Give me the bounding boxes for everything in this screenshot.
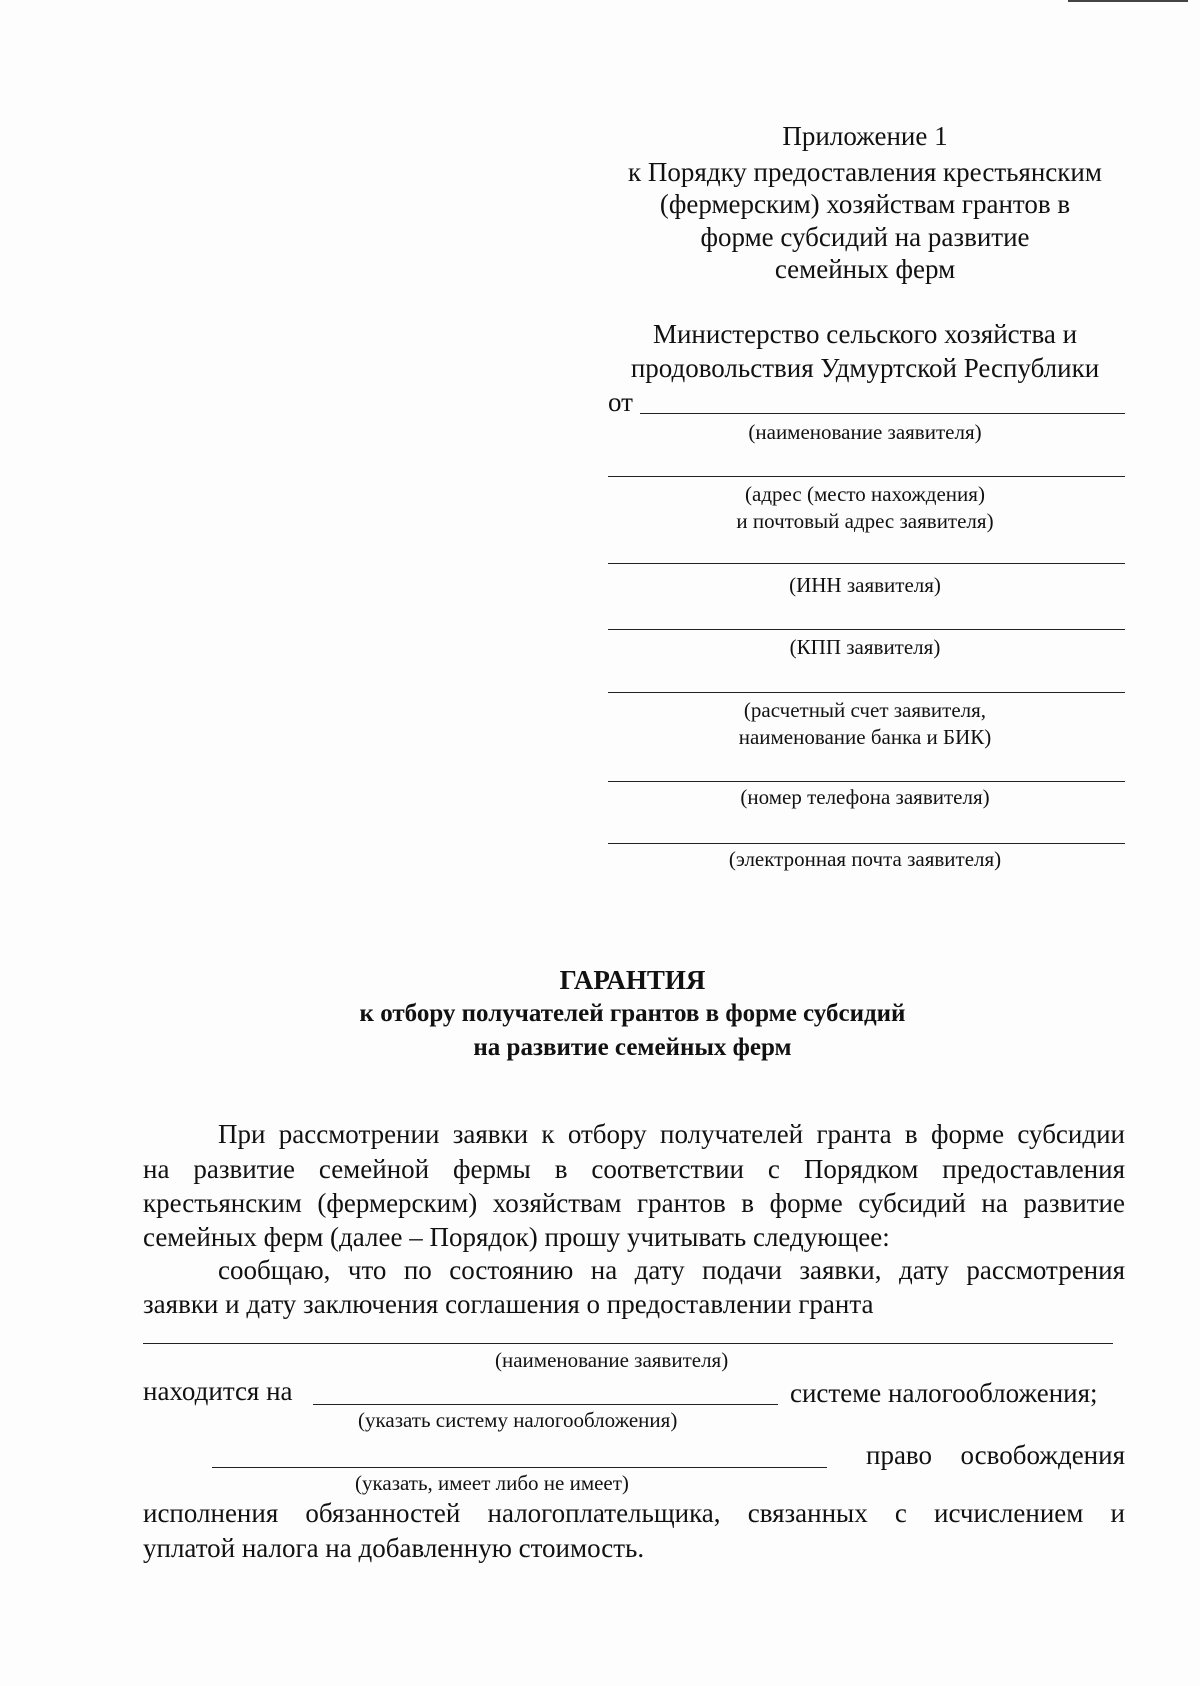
appendix-line: к Порядку предоставления крестьянским: [628, 157, 1102, 187]
title-subtitle: на развитие семейных ферм: [473, 1034, 792, 1061]
body-line: исполнения обязанностей налогоплательщика, связанных с исчислением и: [143, 1498, 1125, 1528]
body-line: заявки и дату заключения соглашения о предоставлении гранта: [143, 1289, 874, 1319]
from-label: от: [608, 387, 633, 417]
account-hint: наименование банка и БИК): [738, 725, 992, 749]
appendix-title: Приложение 1: [782, 121, 948, 151]
scan-edge-rule: [1068, 0, 1188, 2]
account-hint: (расчетный счет заявителя,: [743, 698, 987, 722]
address-line[interactable]: [608, 476, 1125, 477]
kpp-line[interactable]: [608, 629, 1125, 630]
address-hint: (адрес (место нахождения): [745, 482, 985, 506]
recipient-line: Министерство сельского хозяйства и: [652, 319, 1078, 349]
body-line: на развитие семейной фермы в соответствии с Порядком предоставления: [143, 1154, 1125, 1184]
title-guarantee: ГАРАНТИЯ: [559, 965, 706, 995]
body-line: При рассмотрении заявки к отбору получателей гранта в форме субсидии: [218, 1119, 1125, 1149]
appendix-line: семейных ферм: [774, 254, 956, 284]
recipient-line: продовольствия Удмуртской Республики: [630, 353, 1100, 383]
body-line: уплатой налога на добавленную стоимость.: [143, 1533, 645, 1563]
applicant-name-hint: (наименование заявителя): [748, 420, 982, 444]
kpp-hint: (КПП заявителя): [789, 635, 941, 659]
account-line[interactable]: [608, 692, 1125, 693]
body-line: сообщаю, что по состоянию на дату подачи заявки, дату рассмотрения: [218, 1255, 1125, 1285]
right-of-exemption-label: право освобождения: [866, 1440, 1125, 1470]
has-or-not-hint: (указать, имеет либо не имеет): [355, 1471, 629, 1495]
tax-system-suffix: системе налогообложения;: [790, 1378, 1098, 1408]
applicant-name-line[interactable]: [640, 413, 1125, 414]
exemption-fill-line[interactable]: [212, 1467, 827, 1468]
applicant-name-fill-line[interactable]: [143, 1343, 1113, 1344]
email-line[interactable]: [608, 843, 1125, 844]
tax-system-fill-line[interactable]: [313, 1404, 778, 1405]
appendix-line: (фермерским) хозяйствам грантов в: [659, 189, 1071, 219]
tax-system-hint: (указать систему налогообложения): [358, 1408, 678, 1432]
inn-line[interactable]: [608, 563, 1125, 564]
body-line: семейных ферм (далее – Порядок) прошу учитывать следующее:: [143, 1222, 890, 1252]
located-on-label: находится на: [143, 1376, 293, 1406]
phone-line[interactable]: [608, 781, 1125, 782]
title-subtitle: к отбору получателей грантов в форме субсидий: [359, 1000, 906, 1027]
body-line: крестьянским (фермерским) хозяйствам грантов в форме субсидий на развитие: [143, 1188, 1125, 1218]
inn-hint: (ИНН заявителя): [789, 573, 941, 597]
appendix-line: форме субсидий на развитие: [700, 222, 1030, 252]
address-hint: и почтовый адрес заявителя): [736, 509, 994, 533]
email-hint: (электронная почта заявителя): [728, 847, 1002, 871]
phone-hint: (номер телефона заявителя): [740, 785, 990, 809]
applicant-name-hint-inline: (наименование заявителя): [495, 1348, 729, 1372]
